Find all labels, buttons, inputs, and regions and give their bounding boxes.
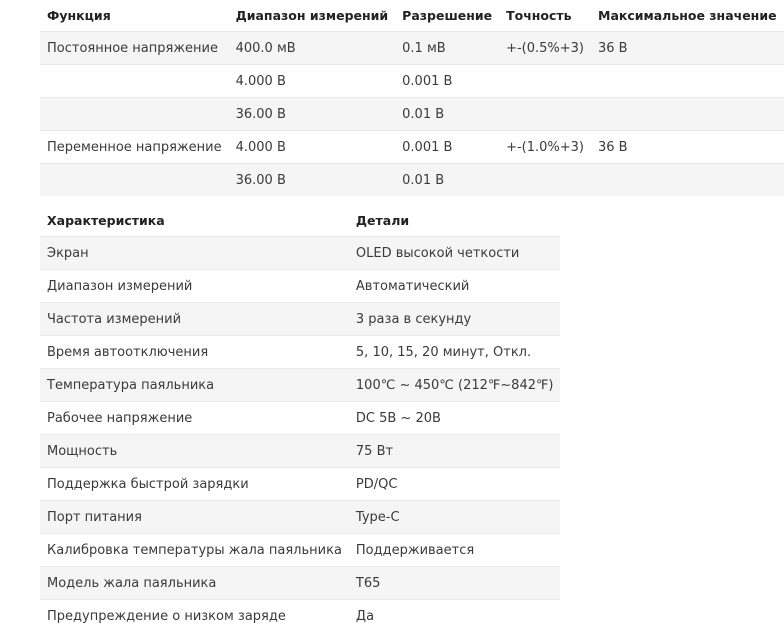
header-characteristic: Характеристика: [40, 204, 349, 237]
spec-name: Мощность: [40, 435, 349, 468]
header-details: Детали: [349, 204, 561, 237]
table-row: [40, 501, 560, 534]
spec-value: Автоматический: [349, 270, 561, 303]
spec-value: PD/QC: [349, 468, 561, 501]
spec-header-row: [40, 204, 560, 237]
table-row: [40, 369, 560, 402]
spec-name: Время автоотключения: [40, 336, 349, 369]
table-row: [40, 32, 784, 65]
table-row: [40, 65, 784, 98]
measurement-table: [40, 0, 784, 196]
spec-name: Температура паяльника: [40, 369, 349, 402]
cell-function: [40, 65, 229, 98]
table-row: [40, 600, 560, 632]
spec-value: Поддерживается: [349, 534, 561, 567]
spec-name: Поддержка быстрой зарядки: [40, 468, 349, 501]
spec-name: Рабочее напряжение: [40, 402, 349, 435]
header-max-value: Максимальное значение: [591, 0, 784, 32]
spec-name: Предупреждение о низком заряде: [40, 600, 349, 632]
table-row: [40, 402, 560, 435]
cell-function: [40, 98, 229, 131]
spec-value: 75 Вт: [349, 435, 561, 468]
spec-name: Диапазон измерений: [40, 270, 349, 303]
spec-value: 5, 10, 15, 20 минут, Откл.: [349, 336, 561, 369]
cell-max-value: [591, 98, 784, 131]
spec-value: 3 раза в секунду: [349, 303, 561, 336]
cell-range: 4.000 В: [229, 65, 396, 98]
table-row: [40, 303, 560, 336]
table-row: [40, 336, 560, 369]
spec-value: DC 5В ~ 20В: [349, 402, 561, 435]
table-row: [40, 131, 784, 164]
cell-max-value: [591, 164, 784, 197]
cell-max-value: 36 В: [591, 32, 784, 65]
cell-function: Постоянное напряжение: [40, 32, 229, 65]
measurement-header-row: [40, 0, 784, 32]
cell-range: 4.000 В: [229, 131, 396, 164]
spec-value: 100℃ ~ 450℃ (212℉~842℉): [349, 369, 561, 402]
header-range: Диапазон измерений: [229, 0, 396, 32]
spec-name: Порт питания: [40, 501, 349, 534]
table-row: [40, 468, 560, 501]
cell-max-value: [591, 65, 784, 98]
spec-value: OLED высокой четкости: [349, 237, 561, 270]
cell-resolution: 0.001 В: [395, 65, 499, 98]
spec-name: Экран: [40, 237, 349, 270]
cell-range: 36.00 В: [229, 98, 396, 131]
cell-range: 400.0 мВ: [229, 32, 396, 65]
cell-accuracy: +-(1.0%+3): [499, 131, 591, 164]
cell-resolution: 0.01 В: [395, 98, 499, 131]
cell-resolution: 0.001 В: [395, 131, 499, 164]
spec-value: T65: [349, 567, 561, 600]
table-row: [40, 567, 560, 600]
spec-table: [40, 204, 560, 632]
spec-name: Калибровка температуры жала паяльника: [40, 534, 349, 567]
cell-max-value: 36 В: [591, 131, 784, 164]
header-accuracy: Точность: [499, 0, 591, 32]
table-row: [40, 534, 560, 567]
table-row: [40, 98, 784, 131]
table-row: [40, 237, 560, 270]
table-row: [40, 164, 784, 197]
spec-value: Type-C: [349, 501, 561, 534]
cell-accuracy: [499, 164, 591, 197]
cell-accuracy: [499, 65, 591, 98]
spec-name: Частота измерений: [40, 303, 349, 336]
cell-range: 36.00 В: [229, 164, 396, 197]
spec-value: Да: [349, 600, 561, 632]
header-resolution: Разрешение: [395, 0, 499, 32]
table-row: [40, 270, 560, 303]
cell-accuracy: [499, 98, 591, 131]
table-row: [40, 435, 560, 468]
cell-function: Переменное напряжение: [40, 131, 229, 164]
cell-resolution: 0.01 В: [395, 164, 499, 197]
cell-resolution: 0.1 мВ: [395, 32, 499, 65]
cell-accuracy: +-(0.5%+3): [499, 32, 591, 65]
cell-function: [40, 164, 229, 197]
header-function: Функция: [40, 0, 229, 32]
spec-name: Модель жала паяльника: [40, 567, 349, 600]
